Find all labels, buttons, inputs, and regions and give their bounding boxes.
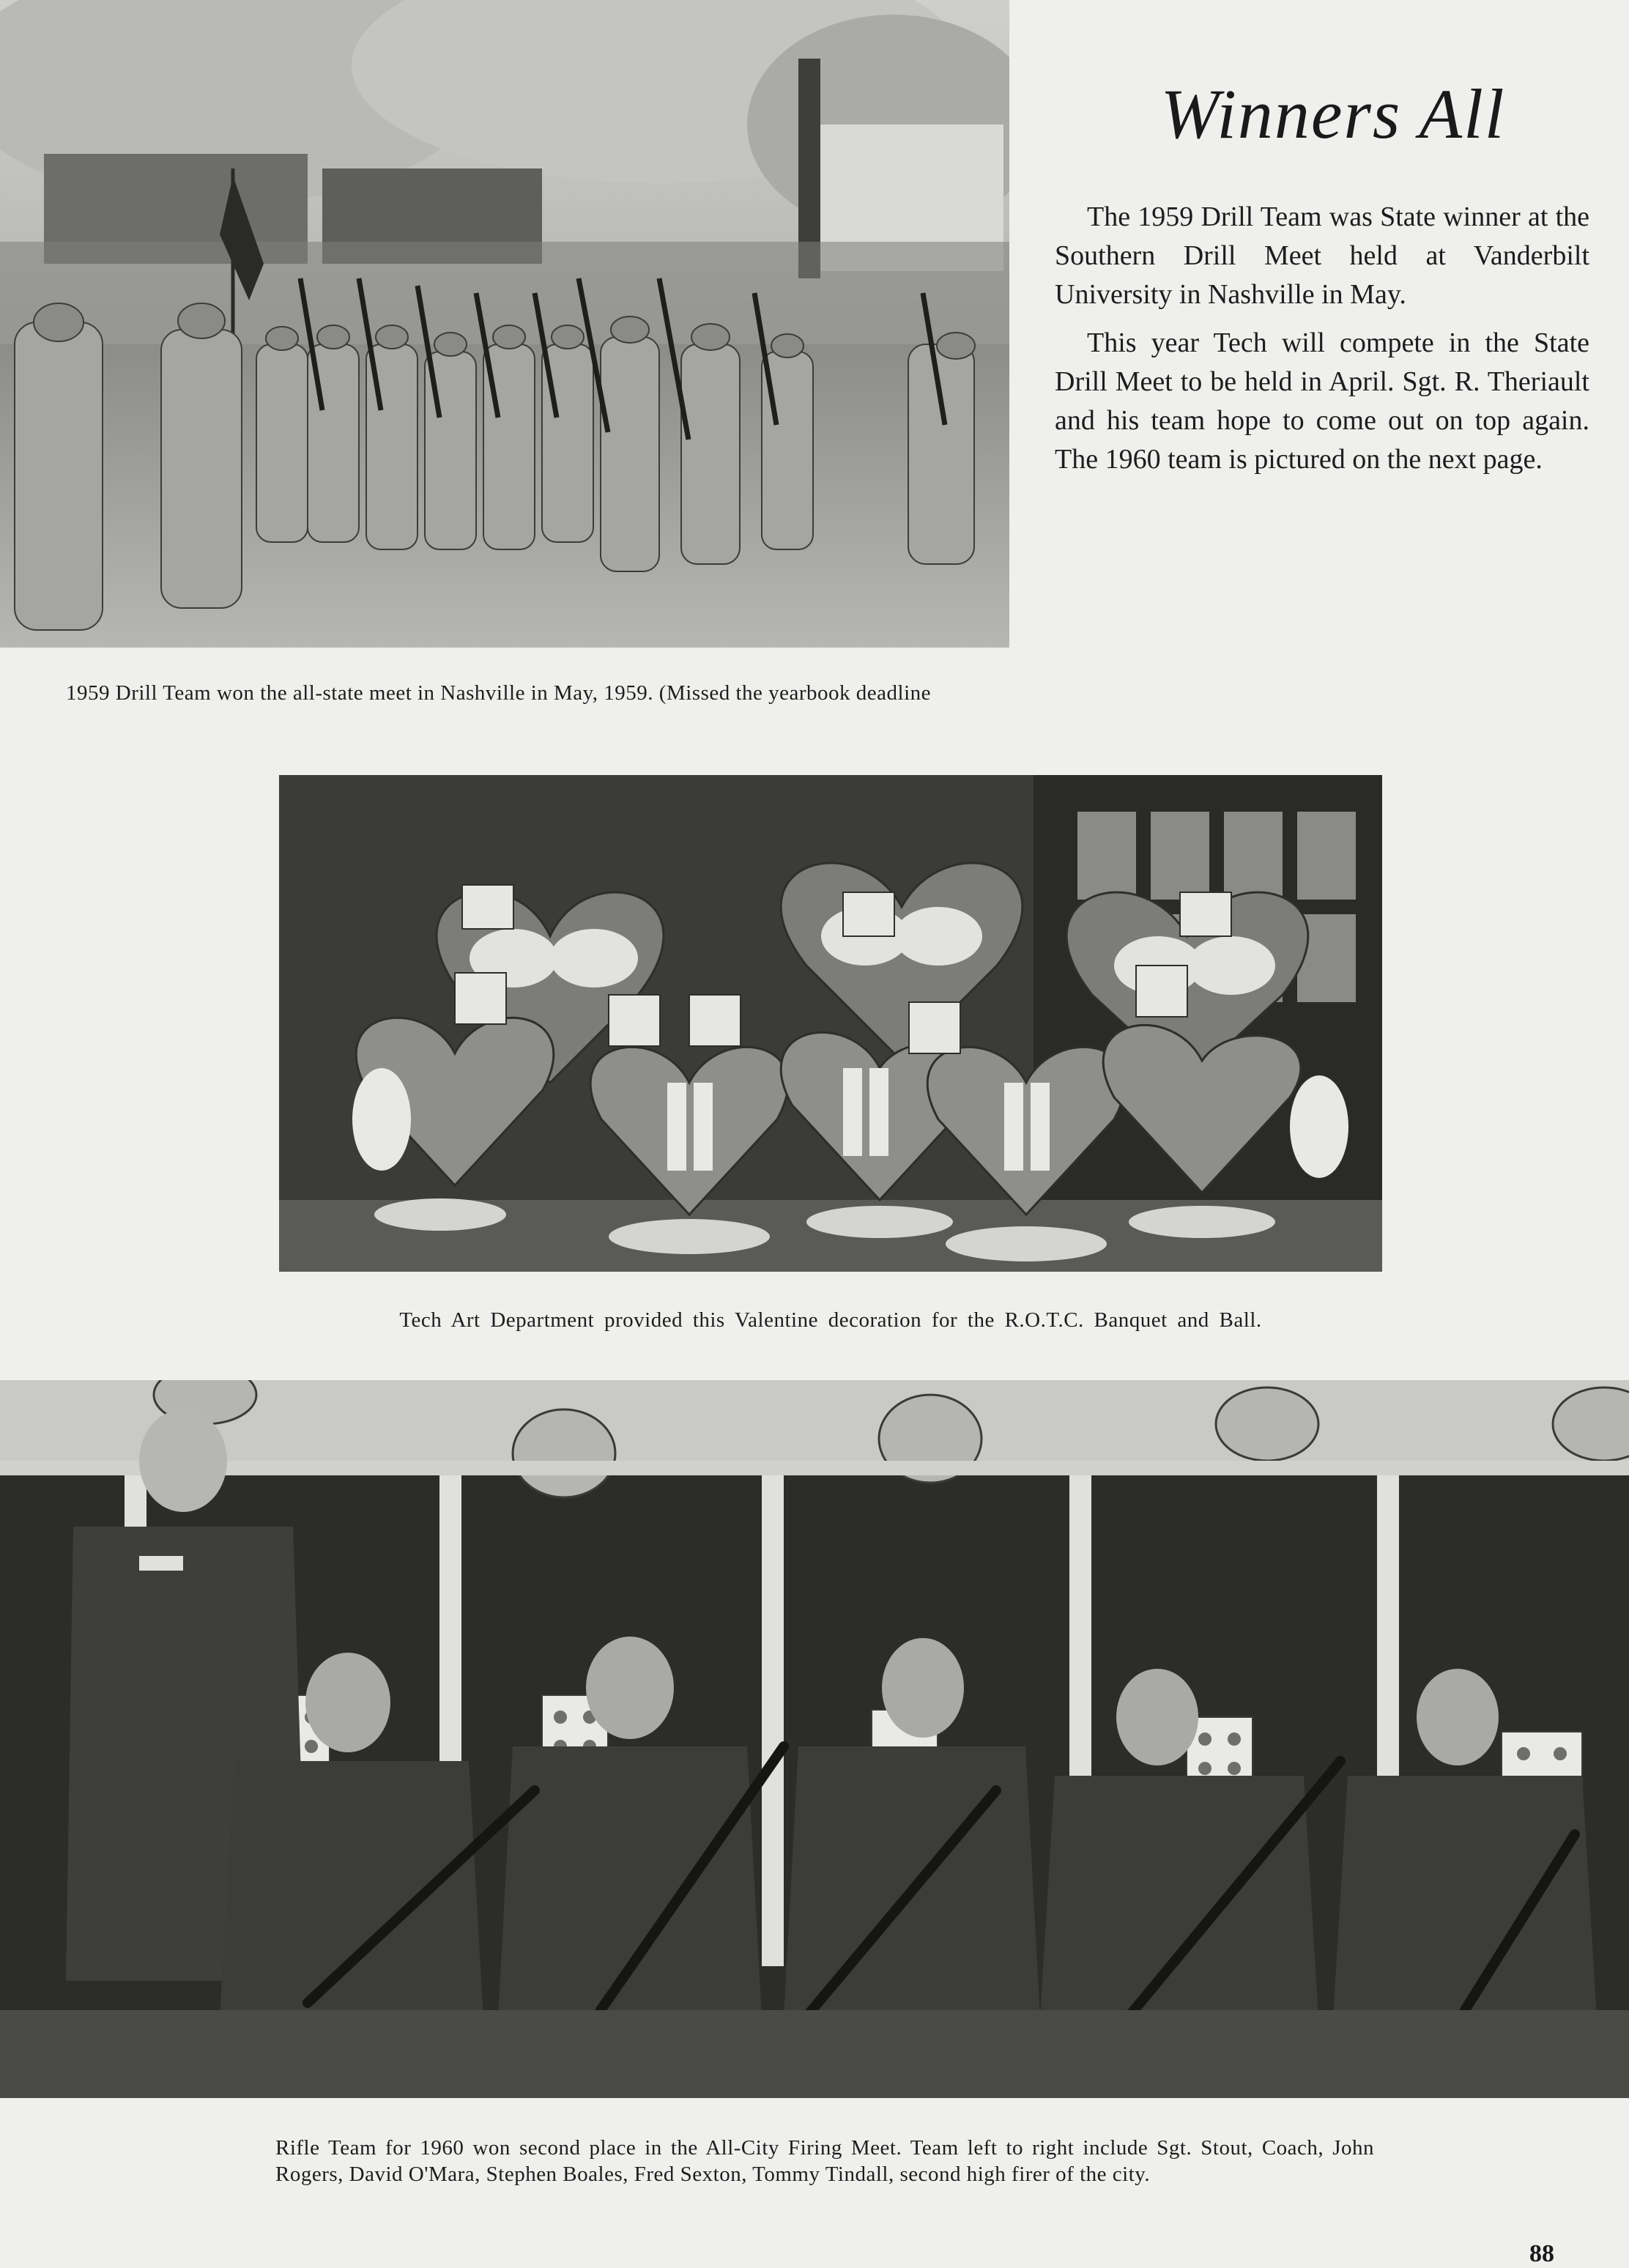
valentine-illustration [279,775,1382,1272]
page-number: 88 [1529,2240,1554,2267]
drill-team-caption: 1959 Drill Team won the all-state meet in Nashville in May, 1959. (Missed the yearbook deadline [66,681,932,705]
drill-team-illustration [0,0,1009,648]
intro-paragraph-2: This year Tech will compete in the State Drill Meet to be held in April. Sgt. R. Theriault and his team hope to come out on top again. The 1960 team is pictured on the next page. [1055,327,1589,475]
intro-paragraph-1: The 1959 Drill Team was State winner at the Southern Drill Meet held at Vanderbilt University in Nashville in May. [1055,201,1589,310]
drill-team-photo [0,0,1009,648]
valentine-decoration-photo [279,775,1382,1272]
page-title: Winners All [1160,75,1506,153]
rifle-team-caption: Rifle Team for 1960 won second place in the All-City Firing Meet. Team left to right include Sgt. Stout, Coach, John Rogers, David O'Mara, Stephen Boales, Fred Sexton, Tommy Tindall, second high firer of the city. [275,2136,1374,2186]
valentine-caption: Tech Art Department provided this Valentine decoration for the R.O.T.C. Banquet and Ball. [399,1308,1262,1332]
rifle-team-illustration [0,1380,1629,2098]
rifle-team-photo [0,1380,1629,2098]
